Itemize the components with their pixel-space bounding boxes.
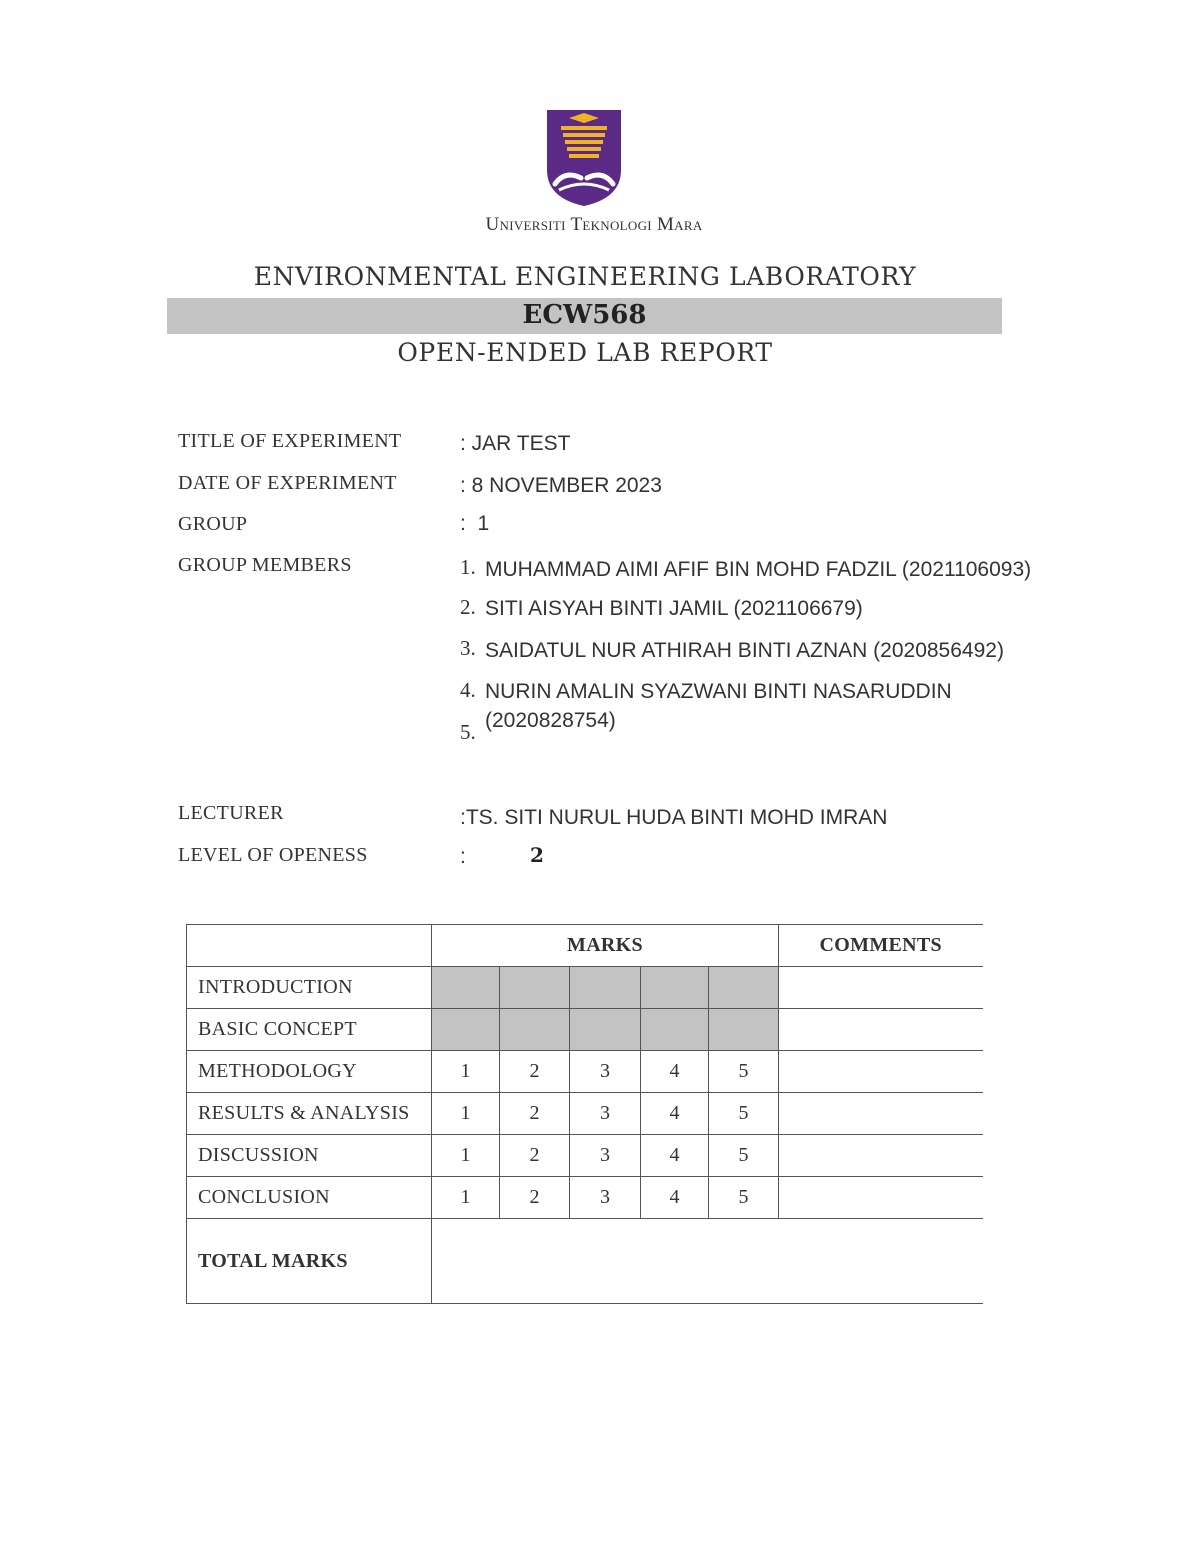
comment-cell [779,1177,983,1219]
member-name: NURIN AMALIN SYAZWANI BINTI NASARUDDIN [485,680,952,703]
score-cell [641,1009,709,1051]
score-cell: 2 [500,1051,570,1093]
lab-title: ENVIRONMENTAL ENGINEERING LABORATORY [253,262,917,291]
total-marks-label: TOTAL MARKS [187,1219,432,1304]
score-cell: 5 [709,1135,779,1177]
group-value: : 1 [460,512,490,535]
row-label: METHODOLOGY [187,1051,432,1093]
score-cell [570,967,641,1009]
row-label: BASIC CONCEPT [187,1009,432,1051]
score-cell: 3 [570,1093,641,1135]
score-cell: 5 [709,1093,779,1135]
score-cell: 4 [641,1093,709,1135]
table-row [187,1093,983,1135]
member-number: 5. [460,720,476,744]
score-cell [500,1009,570,1051]
lecturer-value: :TS. SITI NURUL HUDA BINTI MOHD IMRAN [460,806,888,829]
comment-cell [779,1135,983,1177]
group-label: GROUP [178,513,248,535]
score-cell [709,967,779,1009]
score-cell [570,1009,641,1051]
university-logo [545,108,623,208]
member-name: SAIDATUL NUR ATHIRAH BINTI AZNAN (2020856492) [485,639,1004,662]
score-cell: 1 [432,1177,500,1219]
members-label: GROUP MEMBERS [178,554,352,576]
table-header-row [187,925,983,967]
member-number: 4. [460,678,476,702]
report-type: OPEN-ENDED LAB REPORT [397,338,773,367]
row-label: CONCLUSION [187,1177,432,1219]
openess-value: 2 [530,843,544,867]
score-cell: 2 [500,1177,570,1219]
table-row [187,1177,983,1219]
member-number: 3. [460,636,476,660]
score-cell: 5 [709,1051,779,1093]
member-name: SITI AISYAH BINTI JAMIL (2021106679) [485,597,863,620]
comments-header: COMMENTS [779,925,983,967]
row-label: RESULTS & ANALYSIS [187,1093,432,1135]
lecturer-label: LECTURER [178,802,284,824]
score-cell: 4 [641,1135,709,1177]
course-code: ECW568 [522,300,647,330]
comment-cell [779,967,983,1009]
row-label: DISCUSSION [187,1135,432,1177]
score-cell: 1 [432,1093,500,1135]
comment-cell [779,1093,983,1135]
openess-colon: : [460,845,466,868]
score-cell: 5 [709,1177,779,1219]
university-name: Universiti Teknologi Mara [485,214,703,235]
row-label: INTRODUCTION [187,967,432,1009]
score-cell: 1 [432,1135,500,1177]
score-cell [432,1009,500,1051]
marks-table [186,924,983,1304]
table-row [187,1009,983,1051]
member-name: (2020828754) [485,709,616,732]
score-cell [709,1009,779,1051]
score-cell: 3 [570,1051,641,1093]
score-cell: 2 [500,1093,570,1135]
score-cell: 4 [641,1051,709,1093]
uitm-crest-icon [545,108,623,208]
title-value: : JAR TEST [460,432,571,455]
table-row [187,1051,983,1093]
score-cell: 4 [641,1177,709,1219]
score-cell: 1 [432,1051,500,1093]
score-cell: 2 [500,1135,570,1177]
member-name: MUHAMMAD AIMI AFIF BIN MOHD FADZIL (2021106093) [485,558,1032,581]
table-row [187,1135,983,1177]
member-number: 1. [460,555,476,579]
table-row [187,967,983,1009]
score-cell: 3 [570,1177,641,1219]
title-label: TITLE OF EXPERIMENT [178,430,402,452]
comment-cell [779,1009,983,1051]
score-cell: 3 [570,1135,641,1177]
date-label: DATE OF EXPERIMENT [178,472,397,494]
marks-header: MARKS [432,925,779,967]
score-cell [641,967,709,1009]
openess-label: LEVEL OF OPENESS [178,844,368,866]
total-marks-cell [432,1219,983,1304]
total-row [187,1219,983,1304]
comment-cell [779,1051,983,1093]
header-blank-cell [187,925,432,967]
member-number: 2. [460,595,476,619]
score-cell [432,967,500,1009]
score-cell [500,967,570,1009]
date-value: : 8 NOVEMBER 2023 [460,474,662,497]
